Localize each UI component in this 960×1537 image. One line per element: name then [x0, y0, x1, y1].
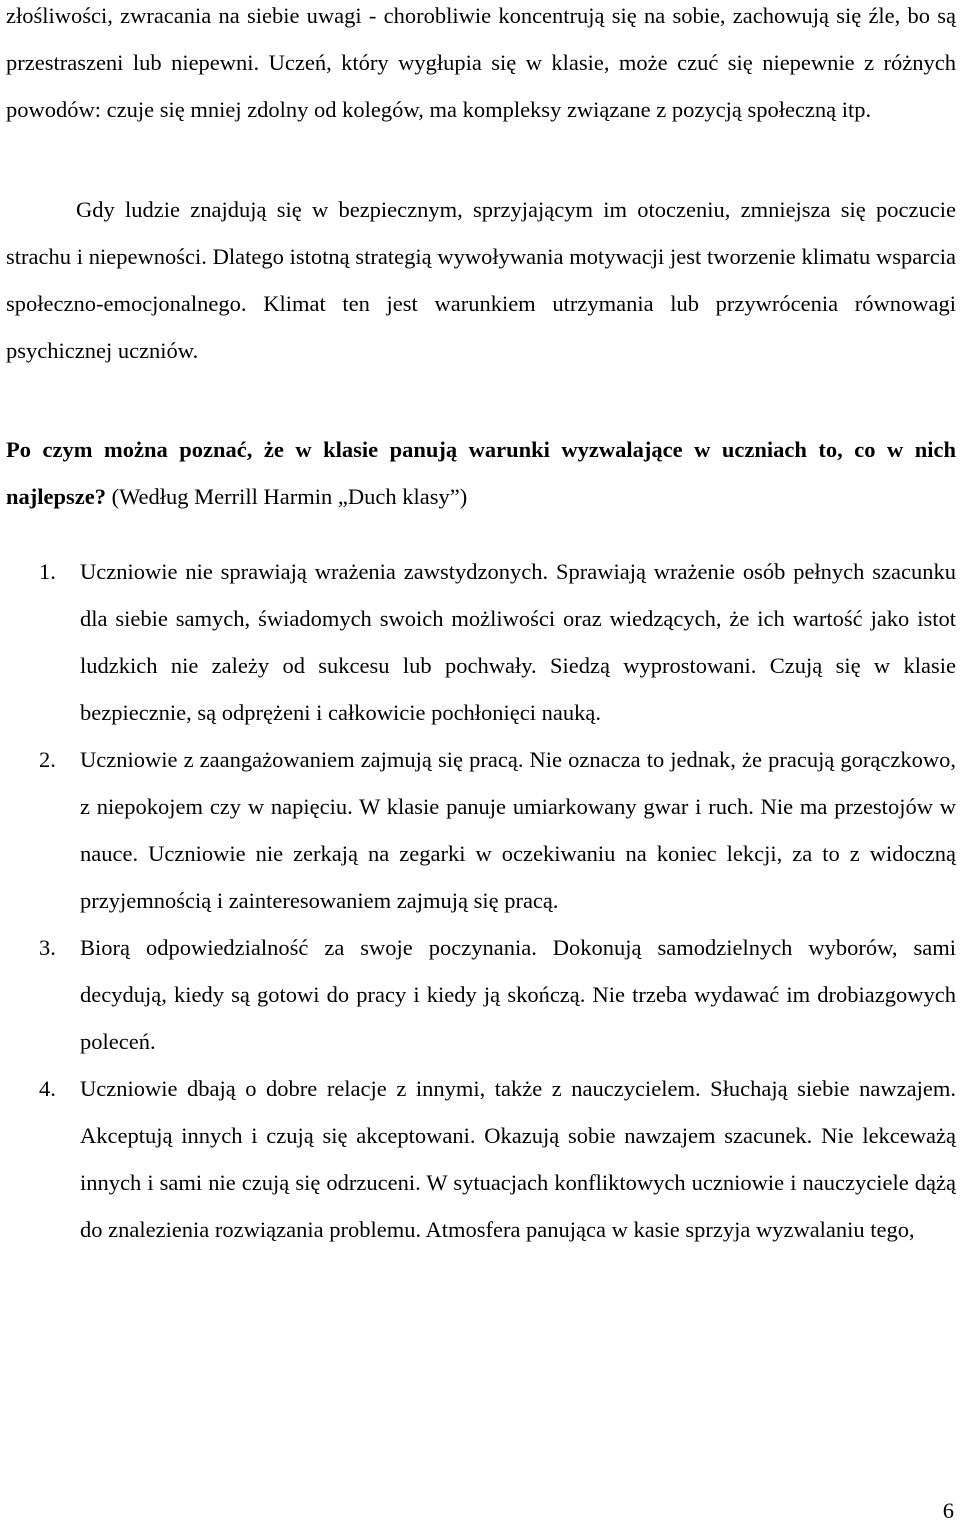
- list-item: [0, 1065, 956, 1253]
- list-item: [0, 548, 956, 736]
- list-item-text: Uczniowie dbają o dobre relacje z innymi, także z nauczycielem. Słuchają siebie nawzajem. Akceptują innych i czują się akceptowani. Okazują sobie nawzajem szacunek. Nie lekceważą innych i sami nie czują się odrzuceni. W sytuacjach konfliktowych uczniowie i nauczyciele dążą do znalezienia rozwiązania problemu. Atmosfera panująca w kasie sprzyja wyzwalaniu tego,: [80, 1076, 956, 1242]
- list-item-text: Biorą odpowiedzialność za swoje poczynania. Dokonują samodzielnych wyborów, sami decydują, kiedy są gotowi do pracy i kiedy ją skończą. Nie trzeba wydawać im drobiazgowych poleceń.: [80, 935, 956, 1054]
- list-item-number: 2.: [39, 747, 56, 772]
- section-heading: [6, 426, 956, 520]
- list-item-number: 4.: [39, 1076, 56, 1101]
- page-number: 6: [942, 1498, 954, 1523]
- list-item-text: Uczniowie nie sprawiają wrażenia zawstydzonych. Sprawiają wrażenie osób pełnych szacunku dla siebie samych, świadomych swoich możliwości oraz wiedzących, że ich wartość jako istot ludzkich nie zależy od sukcesu lub pochwały. Siedzą wyprostowani. Czują się w klasie bezpiecznie, są odprężeni i całkowicie pochłonięci nauką.: [80, 559, 956, 725]
- list-item: [0, 924, 956, 1065]
- list-item-number: 3.: [39, 935, 56, 960]
- conditions-list: [0, 548, 960, 1253]
- list-item: [0, 736, 956, 924]
- section-heading-source: (Według Merrill Harmin „Duch klasy”): [106, 484, 468, 509]
- list-item-text: Uczniowie z zaangażowaniem zajmują się pracą. Nie oznacza to jednak, że pracują gorączkowo, z niepokojem czy w napięciu. W klasie panuje umiarkowany gwar i ruch. Nie ma przestojów w nauce. Uczniowie nie zerkają na zegarki w oczekiwaniu na koniec lekcji, za to z widoczną przyjemnością i zainteresowaniem zajmują się pracą.: [80, 747, 956, 913]
- section-heading-question: Po czym można poznać, że w klasie panują warunki wyzwalające w uczniach to, co w nich najlepsze?: [6, 437, 956, 509]
- paragraph-climate: Gdy ludzie znajdują się w bezpiecznym, sprzyjającym im otoczeniu, zmniejsza się poczucie strachu i niepewności. Dlatego istotną strategią wywoływania motywacji jest tworzenie klimatu wsparcia społeczno-emocjonalnego. Klimat ten jest warunkiem utrzymania lub przywrócenia równowagi psychicznej uczniów.: [6, 197, 956, 363]
- paragraph-continuation: złośliwości, zwracania na siebie uwagi - chorobliwie koncentrują się na sobie, zachowują się źle, bo są przestraszeni lub niepewni. Uczeń, który wygłupia się w klasie, może czuć się niepewnie z różnych powodów: czuje się mniej zdolny od kolegów, ma kompleksy związane z pozycją społeczną itp.: [6, 3, 956, 122]
- list-item-number: 1.: [39, 559, 56, 584]
